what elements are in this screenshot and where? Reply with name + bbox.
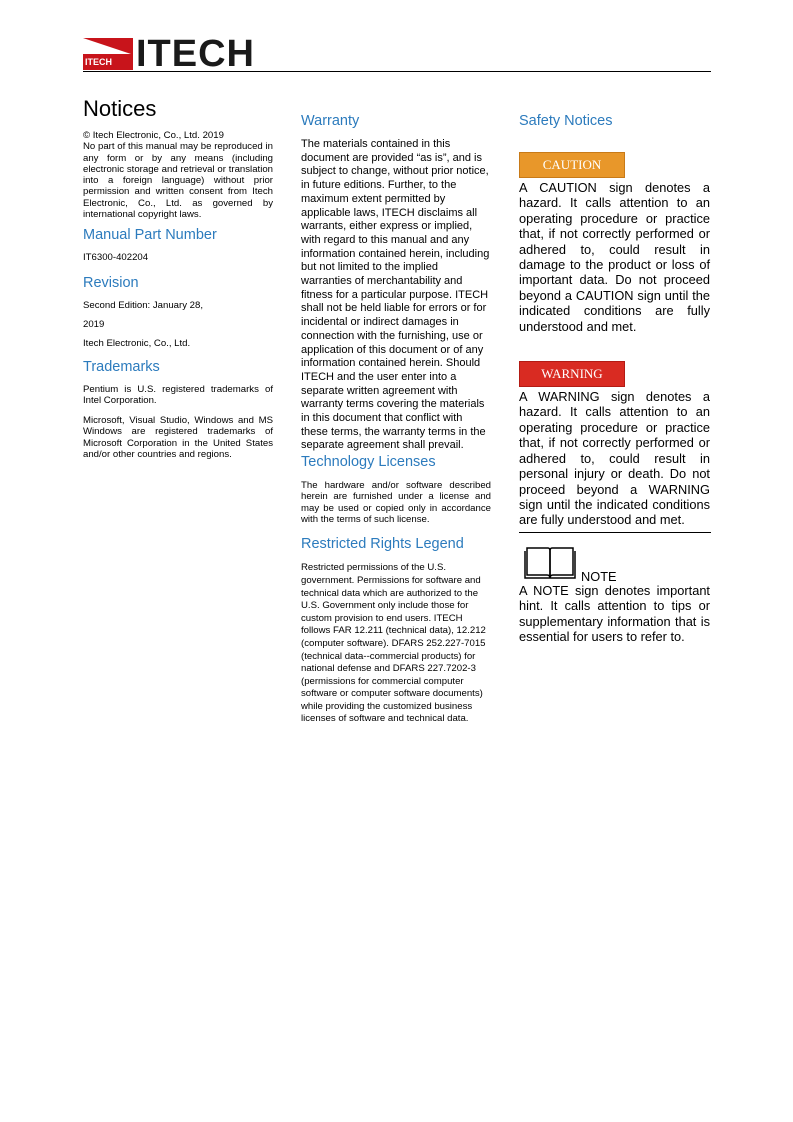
restricted-rights-heading: Restricted Rights Legend xyxy=(301,536,464,553)
manual-part-number: IT6300-402204 xyxy=(83,252,149,264)
itech-logo xyxy=(83,33,263,75)
page-title: Notices xyxy=(83,96,157,121)
logo-sub-text: ITECH xyxy=(85,57,112,67)
restricted-rights-body: Restricted permissions of the U.S. government. Permissions for software and technical data which are authorized to the U.S. Government only include those for custom provision to end users. ITECH follows FAR 12.211 (technical data), 12.212 (computer software). DFARS 252.227-7015 (technical data--commercial products) for national defense and DFARS 227.7202-3 (permissions for commercial computer software or computer software documents) while providing the customized business licenses of software and technical data. xyxy=(301,562,486,725)
revision-heading: Revision xyxy=(83,274,139,291)
trademarks-heading: Trademarks xyxy=(83,358,160,375)
column-notices xyxy=(83,96,273,460)
note-divider xyxy=(519,532,711,533)
note-body: A NOTE sign denotes important hint. It calls attention to tips or supplementary information that is essential for users to refer to. xyxy=(519,582,710,644)
note-header xyxy=(519,545,710,583)
copyright-body: No part of this manual may be reproduced in any form or by any means (including electronic storage and retrieval or translation into a foreign language) without prior permission and written consent from Itech Electronic, Co., Ltd. as governed by international copyright laws. xyxy=(83,141,273,221)
note-label: NOTE xyxy=(581,568,617,584)
column-safety xyxy=(519,112,710,644)
safety-notices-heading: Safety Notices xyxy=(519,113,613,129)
technology-licenses-heading: Technology Licenses xyxy=(301,454,436,471)
caution-badge: CAUTION xyxy=(519,152,625,178)
trademarks-microsoft: Microsoft, Visual Studio, Windows and MS Windows are registered trademarks of Microsoft Corporation in the United States and/or other countries and regions. xyxy=(83,415,273,461)
warranty-body: The materials contained in this document are provided “as is”, and is subject to change, without prior notice, in future editions. Further, to the maximum extent permitted by applicable laws, ITECH disclaims all warrants, either express or implied, with regard to this manual and any information contained herein, including but not limited to the implied warranties of merchantability and fitness for a particular purpose. ITECH shall not be held liable for errors or for incidental or indirect damages in connection with the furnishing, use or application of this document or of any information contained herein. Should ITECH and the user enter into a separate written agreement with warranty terms covering the materials in this document that conflict with these terms, the warranty terms in the separate agreement shall prevail. xyxy=(301,138,490,452)
warning-badge: WARNING xyxy=(519,361,625,387)
technology-licenses-body: The hardware and/or software described herein are furnished under a license and may be used or copied only in accordance with the terms of such license. xyxy=(301,480,491,526)
open-book-icon xyxy=(524,545,576,581)
revision-year: 2019 xyxy=(83,318,105,330)
logo-mark xyxy=(83,38,133,70)
revision-edition: Second Edition: January 28, xyxy=(83,299,204,311)
revision-company: Itech Electronic, Co., Ltd. xyxy=(83,338,191,350)
manual-part-heading: Manual Part Number xyxy=(83,227,217,244)
column-warranty xyxy=(301,112,491,726)
caution-body: A CAUTION sign denotes a hazard. It calls attention to an operating procedure or practice that, if not correctly performed or adhered to, could result in damage to the product or loss of important data. Do not proceed beyond a CAUTION sign until the indicated conditions are fully understood and met. xyxy=(519,180,710,334)
warning-body: A WARNING sign denotes a hazard. It calls attention to an operating procedure or practice that, if not correctly performed or adhered to, could result in personal injury or death. Do not proceed beyond a WARNING sign until the indicated conditions are fully understood and met. xyxy=(519,389,710,528)
warranty-heading: Warranty xyxy=(301,113,360,129)
trademarks-intel: Pentium is U.S. registered trademarks of Intel Corporation. xyxy=(83,383,273,406)
logo-text: ITECH xyxy=(136,33,255,75)
header-divider xyxy=(83,71,711,72)
copyright-line: © Itech Electronic, Co., Ltd. 2019 xyxy=(83,130,224,141)
